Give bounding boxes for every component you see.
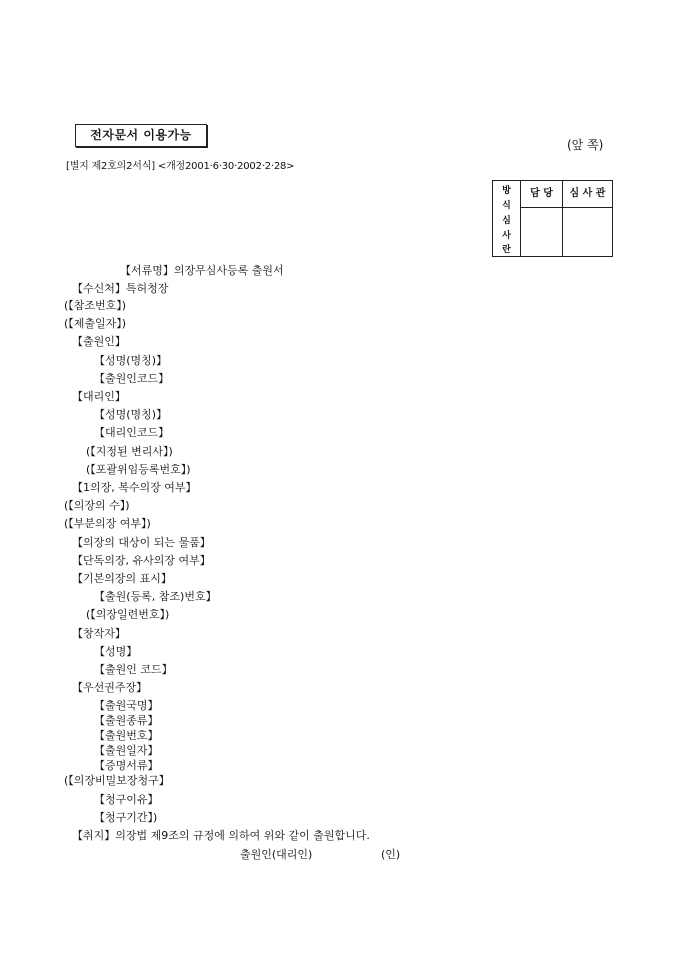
priority-number-line: 【출원번호】: [94, 729, 159, 742]
document-name-line: 【서류명】의장무심사등록 출원서: [120, 264, 284, 277]
single-multiple-design-line: 【1의장, 복수의장 여부】: [72, 481, 197, 494]
request-period-line: 【청구기간】): [94, 811, 158, 824]
independent-similar-design-line: 【단독의장, 유사의장 여부】: [72, 554, 211, 567]
seal-mark: (인): [381, 848, 401, 861]
agent-name-line: 【성명(명칭)】: [94, 408, 168, 421]
purpose-statement-line: 【취지】의장법 제9조의 규정에 의하여 위와 같이 출원합니다.: [72, 829, 370, 842]
proof-documents-line: 【증명서류】: [94, 759, 159, 772]
examiner-header: 심 사 관: [569, 188, 606, 199]
examiner-signature-cell[interactable]: [563, 208, 612, 256]
request-reason-line: 【청구이유】: [94, 793, 159, 806]
electronic-document-notice: 전자문서 이용가능: [75, 124, 207, 147]
method-review-char: 식: [502, 201, 511, 211]
applicant-line: 【출원인】: [72, 335, 126, 348]
application-number-line: 【출원(등록, 참조)번호】: [94, 590, 217, 603]
signature-label: 출원인(대리인): [240, 848, 313, 861]
article-line: 【의장의 대상이 되는 물품】: [72, 536, 211, 549]
basic-design-line: 【기본의장의 표시】: [72, 572, 172, 585]
applicant-name-line: 【성명(명칭)】: [94, 354, 168, 367]
priority-type-line: 【출원종류】: [94, 714, 159, 727]
applicant-code-line: 【출원인코드】: [94, 372, 170, 385]
agent-line: 【대리인】: [72, 390, 126, 403]
general-power-number-line: (【포괄위임등록번호】): [86, 463, 191, 476]
creator-line: 【창작자】: [72, 627, 126, 640]
method-review-char: 란: [502, 245, 511, 255]
staff-header: 담 당: [530, 188, 553, 199]
method-review-table: [492, 180, 613, 257]
priority-claim-line: 【우선권주장】: [72, 681, 148, 694]
reference-number-line: (【참조번호】): [64, 299, 127, 312]
partial-design-line: (【부분의장 여부】): [64, 517, 151, 530]
method-review-label: [493, 181, 521, 256]
review-header-row: [521, 181, 612, 208]
submission-date-line: (【제출일자】): [64, 317, 127, 330]
design-secrecy-request-line: (【의장비밀보장청구】: [64, 774, 170, 787]
page-side-label: (앞 쪽): [567, 138, 604, 152]
designated-attorney-line: (【지정된 변리사】): [86, 445, 173, 458]
agent-code-line: 【대리인코드】: [94, 426, 170, 439]
priority-country-line: 【출원국명】: [94, 699, 159, 712]
form-reference: [별지 제2호의2서식] <개정2001·6·30·2002·2·28>: [66, 161, 295, 172]
staff-signature-cell[interactable]: [521, 208, 562, 256]
design-count-line: (【의장의 수】): [64, 499, 130, 512]
creator-applicant-code-line: 【출원인 코드】: [94, 663, 173, 676]
recipient-line: 【수신처】특허청장: [72, 282, 169, 295]
method-review-char: 심: [502, 216, 511, 226]
creator-name-line: 【성명】: [94, 645, 138, 658]
priority-date-line: 【출원일자】: [94, 744, 159, 757]
design-serial-number-line: (【의장일련번호】): [86, 608, 170, 621]
method-review-char: 사: [502, 231, 511, 241]
method-review-char: 방: [502, 186, 511, 196]
